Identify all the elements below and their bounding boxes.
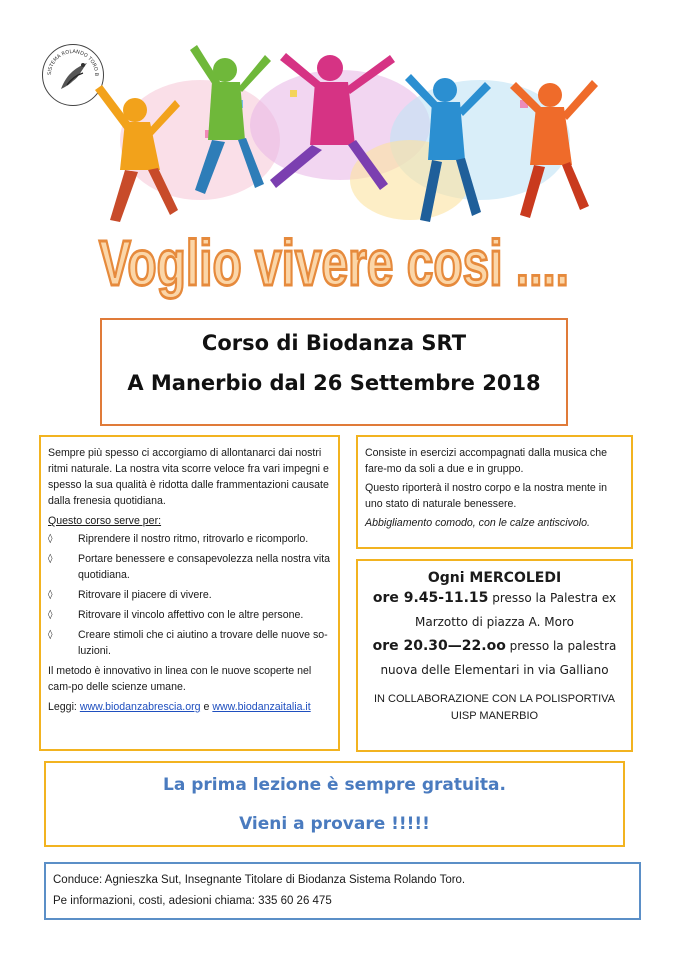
diamond-bullet-icon: ◊ [48, 610, 53, 620]
list-item: ◊ Riprendere il nostro ritmo, ritrovarlo e ricomporlo. [48, 533, 309, 545]
method-text: Il metodo è innovativo in linea con le nuove scoperte nel cam-po delle scienze umane. [48, 665, 312, 693]
course-title-box [100, 318, 568, 426]
diamond-bullet-icon: ◊ [48, 590, 53, 600]
place-morning-a: presso la Palestra ex [492, 591, 617, 605]
promo-line2: Vieni a provare !!!!! [239, 814, 430, 834]
list-item: ◊ Creare stimoli che ci aiutino a trovare delle nuove so-luzioni. [48, 629, 328, 657]
diamond-bullet-icon: ◊ [48, 534, 53, 544]
time-evening: ore 20.30—22.oo [372, 638, 506, 654]
links-line [48, 699, 331, 715]
list-item: ◊ Ritrovare il vincolo affettivo con le altre persone. [48, 609, 304, 621]
biodanzaitalia-link[interactable]: www.biodanzaitalia.it [212, 701, 311, 713]
activity-box [356, 435, 633, 549]
links-label: Leggi: [48, 701, 77, 713]
contact-box [44, 862, 641, 920]
list-item: ◊ Ritrovare il piacere di vivere. [48, 589, 212, 601]
contact-line2: Pe informazioni, costi, adesioni chiama: 335 60 26 475 [53, 895, 332, 907]
dancers-illustration [80, 30, 600, 245]
collaboration-line2: UISP MANERBIO [450, 710, 539, 722]
list-item: ◊ Portare benessere e consapevolezza nella nostra vita quotidiana. [48, 553, 331, 581]
schedule-box [356, 559, 633, 752]
description-box [39, 435, 340, 751]
diamond-bullet-icon: ◊ [48, 554, 53, 564]
promo-line1: La prima lezione è sempre gratuita. [163, 775, 506, 795]
place-evening-a: presso la palestra [509, 639, 617, 653]
diamond-bullet-icon: ◊ [48, 630, 53, 640]
schedule-day: Ogni MERCOLEDI [427, 570, 562, 586]
headline [94, 225, 574, 305]
clothing-note: Abbigliamento comodo, con le calze antiscivolo. [365, 517, 590, 529]
headline-text: Voglio vivere cosi .... [99, 226, 569, 299]
list-title: Questo corso serve per: [48, 515, 162, 527]
promo-box [44, 761, 625, 847]
contact-line1: Conduce: Agnieszka Sut, Insegnante Titolare di Biodanza Sistema Rolando Toro. [53, 874, 466, 886]
place-morning-b: Marzotto di piazza A. Moro [414, 615, 575, 629]
collaboration-line1: IN COLLABORAZIONE CON LA POLISPORTIVA [373, 693, 616, 705]
time-morning: ore 9.45-11.15 [372, 590, 489, 606]
course-title: Corso di Biodanza SRT [201, 331, 467, 355]
activity-p1: Consiste in esercizi accompagnati dalla musica che fare-mo da soli a due e in gruppo. [365, 447, 608, 475]
intro-text: Sempre più spesso ci accorgiamo di allontanarci dai nostri ritmi naturale. La nostra vita scorre veloce fra vari impegni e spesso la sua qualità è ridotta dalle frammentazioni causate dalla frenesia quotidiana. [48, 447, 329, 507]
logo-text: SISTEMA ROLANDO TORO B [46, 48, 100, 77]
biodanzabrescia-link[interactable]: www.biodanzabrescia.org [79, 701, 201, 713]
activity-p2: Questo riporterà il nostro corpo e la nostra mente in uno stato di naturale benessere. [365, 482, 608, 510]
links-and: e [203, 701, 210, 713]
place-evening-b: nuova delle Elementari in via Galliano [380, 663, 609, 677]
course-subtitle: A Manerbio dal 26 Settembre 2018 [127, 371, 541, 395]
